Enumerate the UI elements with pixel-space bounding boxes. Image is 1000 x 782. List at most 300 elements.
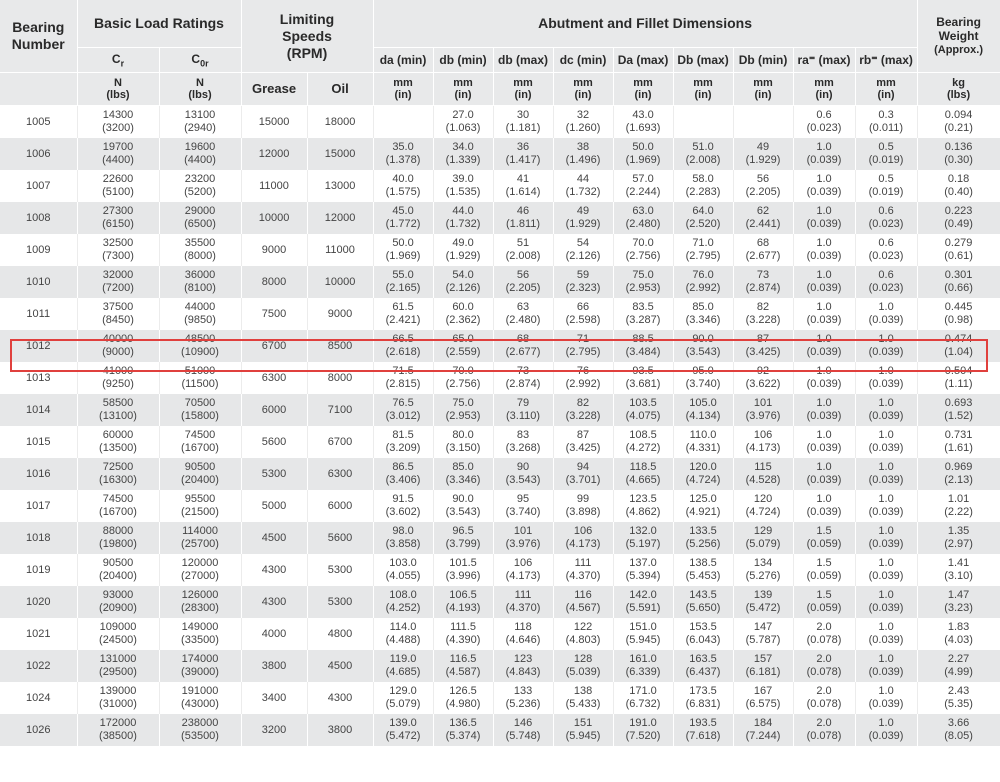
db-min-cell-value: 85.0 <box>452 461 474 473</box>
Da-max-cell-value: 50.0 <box>632 141 654 153</box>
unit-mm <box>553 73 613 106</box>
ra-max-cell <box>793 170 855 202</box>
weight-cell-value: 0.504 <box>944 365 973 377</box>
grease-speed-cell: 12000 <box>241 138 307 170</box>
Db-min-cell <box>733 266 793 298</box>
db-min-cell-value: 34.0 <box>452 141 474 153</box>
rb-max-cell-alt-value: (0.039) <box>868 570 904 582</box>
rb-max-cell <box>855 554 917 586</box>
dc-min-cell-alt-value: (2.992) <box>565 378 601 390</box>
Db-max-cell-value: 58.0 <box>692 173 714 185</box>
oil-speed-cell: 5300 <box>307 586 373 618</box>
ra-max-cell <box>793 650 855 682</box>
c0r-cell-alt-value: (20400) <box>181 474 219 486</box>
Da-max-cell <box>613 650 673 682</box>
bearing-number-cell: 1011 <box>0 298 77 330</box>
db-max-cell <box>493 202 553 234</box>
weight-cell-alt-value: (0.30) <box>944 154 973 166</box>
Db-max-cell-value: 193.5 <box>689 717 717 729</box>
Da-max-cell-value: 108.5 <box>629 429 657 441</box>
grease-speed-cell: 7500 <box>241 298 307 330</box>
weight-cell-value: 1.01 <box>947 493 970 505</box>
Db-max-cell-value: 138.5 <box>689 557 717 569</box>
db-max-cell-value: 30 <box>516 109 530 121</box>
c0r-cell <box>159 330 241 362</box>
Db-max-cell-value: 64.0 <box>692 205 714 217</box>
unit-in-label: (in) <box>754 89 772 101</box>
da-min-cell-alt-value: (2.618) <box>385 346 421 358</box>
ra-max-cell-alt-value: (0.039) <box>806 282 842 294</box>
Da-max-cell <box>613 202 673 234</box>
unit-c0r <box>159 73 241 106</box>
ra-max-cell <box>793 234 855 266</box>
Da-max-cell-alt-value: (5.591) <box>625 602 661 614</box>
db-min-cell <box>433 426 493 458</box>
cr-cell-alt-value: (7300) <box>102 250 134 262</box>
rb-max-cell <box>855 298 917 330</box>
weight-title: Bearing Weight <box>936 15 981 43</box>
table-row <box>0 714 1000 746</box>
Db-min-cell-alt-value: (5.276) <box>745 570 781 582</box>
c0r-cell <box>159 650 241 682</box>
dc-min-cell-alt-value: (1.496) <box>565 154 601 166</box>
header-db-min: db (min) <box>433 48 493 73</box>
oil-speed-cell: 3800 <box>307 714 373 746</box>
Db-max-cell-alt-value: (6.437) <box>685 666 721 678</box>
db-max-cell-alt-value: (3.110) <box>506 410 541 422</box>
Db-min-cell-alt-value: (2.677) <box>745 250 781 262</box>
da-min-cell <box>373 266 433 298</box>
cr-cell-value: 90500 <box>102 557 134 569</box>
unit-mm <box>673 73 733 106</box>
unit-in-label: (in) <box>394 89 412 101</box>
Db-min-cell-value: 184 <box>753 717 773 729</box>
cr-sub: r <box>120 58 125 69</box>
cr-cell <box>77 490 159 522</box>
c0r-sub: 0r <box>200 58 209 69</box>
db-max-cell <box>493 618 553 650</box>
Db-max-cell-alt-value: (2.992) <box>685 282 721 294</box>
cr-cell-alt-value: (13100) <box>99 410 137 422</box>
ra-max-cell-value: 1.0 <box>816 301 832 313</box>
Db-max-cell <box>673 458 733 490</box>
weight-cell-value: 2.43 <box>947 685 970 697</box>
Da-max-cell-value: 75.0 <box>632 269 654 281</box>
dc-min-cell-alt-value: (4.370) <box>565 570 601 582</box>
db-max-cell <box>493 394 553 426</box>
grease-speed-cell: 10000 <box>241 202 307 234</box>
da-min-cell-value: 50.0 <box>392 237 414 249</box>
db-max-cell-alt-value: (1.811) <box>506 218 541 230</box>
cr-cell-alt-value: (9250) <box>102 378 134 390</box>
ra-max-cell-value: 2.0 <box>816 653 832 665</box>
db-min-cell-alt-value: (4.587) <box>445 666 481 678</box>
Da-max-cell <box>613 138 673 170</box>
db-min-cell-alt-value: (3.996) <box>445 570 481 582</box>
rb-max-cell-alt-value: (0.023) <box>868 282 904 294</box>
c0r-cell-alt-value: (25700) <box>181 538 219 550</box>
Da-max-cell-alt-value: (4.272) <box>625 442 661 454</box>
ra-max-cell <box>793 138 855 170</box>
c0r-cell-value: 174000 <box>181 653 219 665</box>
weight-cell <box>917 170 1000 202</box>
db-min-cell <box>433 362 493 394</box>
header-bearing-weight <box>917 0 1000 73</box>
dc-min-cell <box>553 202 613 234</box>
oil-speed-cell: 7100 <box>307 394 373 426</box>
unit-mm-label: mm <box>693 77 713 89</box>
rb-max-cell <box>855 394 917 426</box>
weight-cell <box>917 650 1000 682</box>
rb-max-cell-value: 1.0 <box>878 621 894 633</box>
cr-cell <box>77 458 159 490</box>
Db-min-cell-value: 87 <box>756 333 770 345</box>
weight-cell <box>917 682 1000 714</box>
oil-speed-cell: 4300 <box>307 682 373 714</box>
c0r-cell-alt-value: (9850) <box>184 314 216 326</box>
c0r-cell <box>159 586 241 618</box>
unit-blank <box>0 73 77 106</box>
db-min-cell-value: 106.5 <box>449 589 477 601</box>
ra-max-cell-value: 0.6 <box>816 109 832 121</box>
Da-max-cell <box>613 714 673 746</box>
cr-cell-value: 32500 <box>102 237 134 249</box>
cr-cell-alt-value: (29500) <box>99 666 137 678</box>
db-max-cell <box>493 266 553 298</box>
c0r-cell-value: 35500 <box>184 237 216 249</box>
cr-cell-alt-value: (24500) <box>99 634 137 646</box>
Db-max-cell-value: 76.0 <box>692 269 714 281</box>
weight-cell <box>917 458 1000 490</box>
cr-cell <box>77 330 159 362</box>
c0r-cell-alt-value: (5200) <box>184 186 216 198</box>
dc-min-cell <box>553 266 613 298</box>
weight-cell-alt-value: (1.61) <box>944 442 973 454</box>
Db-min-cell <box>733 394 793 426</box>
Da-max-cell-value: 151.0 <box>629 621 657 633</box>
weight-cell <box>917 586 1000 618</box>
db-min-cell-alt-value: (2.559) <box>445 346 481 358</box>
db-max-cell <box>493 682 553 714</box>
db-max-cell-value: 118 <box>514 621 532 633</box>
weight-cell <box>917 426 1000 458</box>
Db-min-cell <box>733 298 793 330</box>
header-cr <box>77 48 159 73</box>
ra-max-cell <box>793 362 855 394</box>
Da-max-cell-value: 191.0 <box>629 717 657 729</box>
Db-min-cell <box>733 202 793 234</box>
header-grease: Grease <box>241 73 307 106</box>
Da-max-cell-value: 88.5 <box>632 333 654 345</box>
db-max-cell <box>493 234 553 266</box>
header-da-min: da (min) <box>373 48 433 73</box>
dc-min-cell <box>553 330 613 362</box>
da-min-cell-value: 81.5 <box>392 429 414 441</box>
dc-min-cell-alt-value: (3.701) <box>565 474 601 486</box>
cr-cell <box>77 234 159 266</box>
da-min-cell-value: 119.0 <box>389 653 417 665</box>
Da-max-cell-value: 57.0 <box>632 173 654 185</box>
db-max-cell-alt-value: (4.173) <box>505 570 541 582</box>
rb-max-cell-alt-value: (0.039) <box>868 474 904 486</box>
db-max-cell-value: 41 <box>516 173 530 185</box>
da-min-cell <box>373 362 433 394</box>
Da-max-cell <box>613 394 673 426</box>
db-min-cell-alt-value: (3.346) <box>445 474 481 486</box>
db-max-cell-alt-value: (1.181) <box>505 122 541 134</box>
db-min-cell-alt-value: (3.150) <box>445 442 481 454</box>
rb-max-cell-alt-value: (0.039) <box>868 378 904 390</box>
cr-cell-value: 19700 <box>102 141 134 153</box>
weight-cell-value: 3.66 <box>947 717 970 729</box>
bearing-number-cell: 1022 <box>0 650 77 682</box>
cr-cell-alt-value: (38500) <box>99 730 137 742</box>
Da-max-cell <box>613 618 673 650</box>
rb-max-cell-alt-value: (0.039) <box>868 346 904 358</box>
Da-max-cell-alt-value: (7.520) <box>625 730 661 742</box>
db-max-cell <box>493 586 553 618</box>
dc-min-cell-value: 38 <box>576 141 590 153</box>
unit-mm <box>433 73 493 106</box>
db-min-cell-alt-value: (1.929) <box>445 250 481 262</box>
da-min-cell <box>373 554 433 586</box>
header-basic-load-ratings: Basic Load Ratings <box>77 0 241 48</box>
oil-speed-cell: 6700 <box>307 426 373 458</box>
weight-cell-value: 0.731 <box>944 429 973 441</box>
c0r-cell-value: 36000 <box>184 269 216 281</box>
grease-speed-cell: 4500 <box>241 522 307 554</box>
table-row <box>0 618 1000 650</box>
rb-max-cell-alt-value: (0.019) <box>868 154 904 166</box>
dc-min-cell <box>553 554 613 586</box>
c0r-cell <box>159 234 241 266</box>
oil-speed-cell: 10000 <box>307 266 373 298</box>
weight-cell-alt-value: (3.23) <box>944 602 973 614</box>
rb-max-cell <box>855 682 917 714</box>
weight-cell-alt-value: (8.05) <box>944 730 973 742</box>
weight-cell <box>917 362 1000 394</box>
ra-max-cell <box>793 266 855 298</box>
c0r-cell <box>159 170 241 202</box>
dc-min-cell-value: 87 <box>576 429 590 441</box>
cr-cell-alt-value: (5100) <box>102 186 134 198</box>
dc-min-cell-value: 32 <box>576 109 590 121</box>
Db-max-cell <box>673 202 733 234</box>
ra-max-cell-alt-value: (0.039) <box>806 186 842 198</box>
da-min-cell-value: 76.5 <box>392 397 414 409</box>
unit-lbs: (lbs) <box>188 89 212 101</box>
Db-min-cell-alt-value: (2.441) <box>745 218 781 230</box>
db-max-cell <box>493 522 553 554</box>
oil-speed-cell: 13000 <box>307 170 373 202</box>
weight-cell-alt-value: (3.10) <box>944 570 973 582</box>
db-max-cell-alt-value: (5.236) <box>505 698 541 710</box>
c0r-cell <box>159 490 241 522</box>
db-min-cell-alt-value: (4.980) <box>445 698 481 710</box>
weight-cell-alt-value: (5.35) <box>944 698 973 710</box>
dc-min-cell-value: 59 <box>576 269 590 281</box>
Db-min-cell-value: 167 <box>753 685 773 697</box>
Da-max-cell-alt-value: (3.681) <box>625 378 661 390</box>
db-min-cell-value: 65.0 <box>452 333 474 345</box>
table-body <box>0 106 1000 747</box>
grease-speed-cell: 6000 <box>241 394 307 426</box>
weight-cell-alt-value: (0.40) <box>944 186 973 198</box>
db-max-cell-alt-value: (4.843) <box>505 666 541 678</box>
c0r-cell-alt-value: (43000) <box>181 698 219 710</box>
oil-speed-cell: 18000 <box>307 106 373 139</box>
db-min-cell-value: 49.0 <box>452 237 474 249</box>
db-min-cell <box>433 138 493 170</box>
Db-min-cell-alt-value: (5.079) <box>745 538 781 550</box>
Db-min-cell-value: 73 <box>756 269 770 281</box>
dc-min-cell <box>553 394 613 426</box>
da-min-cell <box>373 234 433 266</box>
dc-min-cell <box>553 298 613 330</box>
grease-speed-cell: 3400 <box>241 682 307 714</box>
db-min-cell <box>433 458 493 490</box>
dc-min-cell-value: 94 <box>576 461 590 473</box>
db-min-cell-alt-value: (4.193) <box>445 602 481 614</box>
weight-cell-value: 2.27 <box>947 653 970 665</box>
c0r-label: C <box>191 51 201 66</box>
Db-max-cell <box>673 586 733 618</box>
ra-max-cell-value: 1.0 <box>816 397 832 409</box>
dc-min-cell-alt-value: (2.126) <box>565 250 601 262</box>
table-row <box>0 650 1000 682</box>
bearing-number-cell: 1026 <box>0 714 77 746</box>
weight-cell-value: 1.41 <box>947 557 970 569</box>
dc-min-cell <box>553 586 613 618</box>
Db-max-cell-alt-value: (2.795) <box>685 250 721 262</box>
db-max-cell-alt-value: (2.205) <box>505 282 541 294</box>
rb-max-cell-value: 0.6 <box>878 269 894 281</box>
grease-speed-cell: 4300 <box>241 586 307 618</box>
Db-max-cell-value: 90.0 <box>692 333 714 345</box>
Da-max-cell-value: 171.0 <box>629 685 657 697</box>
da-min-cell-alt-value: (3.602) <box>385 506 421 518</box>
ra-max-cell-alt-value: (0.039) <box>806 506 842 518</box>
da-min-cell-value: 91.5 <box>392 493 414 505</box>
rb-max-cell-value: 1.0 <box>878 301 894 313</box>
weight-cell-value: 0.136 <box>944 141 973 153</box>
grease-speed-cell: 3800 <box>241 650 307 682</box>
db-min-cell <box>433 170 493 202</box>
c0r-cell <box>159 138 241 170</box>
c0r-cell <box>159 618 241 650</box>
Db-max-cell-alt-value: (2.283) <box>685 186 721 198</box>
cr-cell-alt-value: (20900) <box>99 602 137 614</box>
dc-min-cell <box>553 490 613 522</box>
cr-cell-alt-value: (9000) <box>102 346 134 358</box>
c0r-cell-alt-value: (53500) <box>181 730 219 742</box>
Db-max-cell <box>673 106 733 139</box>
cr-cell-value: 27300 <box>102 205 134 217</box>
db-max-cell-value: 36 <box>516 141 530 153</box>
rb-max-cell-alt-value: (0.039) <box>868 698 904 710</box>
rb-max-cell-value: 0.5 <box>878 173 894 185</box>
db-max-cell <box>493 650 553 682</box>
Db-max-cell <box>673 266 733 298</box>
da-min-cell-alt-value: (1.575) <box>385 186 421 198</box>
Db-min-cell-value: 62 <box>756 205 770 217</box>
c0r-cell <box>159 522 241 554</box>
Da-max-cell <box>613 330 673 362</box>
da-min-cell-value: 86.5 <box>392 461 414 473</box>
rb-max-cell-alt-value: (0.039) <box>868 730 904 742</box>
dc-min-cell-alt-value: (2.598) <box>565 314 601 326</box>
unit-mm <box>793 73 855 106</box>
unit-mm-label: mm <box>453 77 473 89</box>
dc-min-cell-alt-value: (2.323) <box>565 282 601 294</box>
grease-speed-cell: 15000 <box>241 106 307 139</box>
Db-min-cell-value: 49 <box>756 141 770 153</box>
Da-max-cell-value: 118.5 <box>629 461 657 473</box>
Da-max-cell-value: 142.0 <box>629 589 657 601</box>
cr-cell <box>77 298 159 330</box>
Db-max-cell-alt-value: (7.618) <box>685 730 721 742</box>
Db-max-cell <box>673 138 733 170</box>
db-min-cell-value: 90.0 <box>452 493 474 505</box>
db-max-cell <box>493 298 553 330</box>
unit-in-label: (in) <box>815 89 833 101</box>
da-min-cell <box>373 298 433 330</box>
Da-max-cell-value: 103.5 <box>629 397 657 409</box>
db-max-cell-value: 83 <box>516 429 530 441</box>
dc-min-cell <box>553 714 613 746</box>
Da-max-cell-alt-value: (5.394) <box>625 570 661 582</box>
ra-max-cell-value: 1.0 <box>816 461 832 473</box>
dc-min-cell <box>553 426 613 458</box>
grease-speed-cell: 3200 <box>241 714 307 746</box>
db-min-cell <box>433 202 493 234</box>
dc-min-cell <box>553 362 613 394</box>
db-min-cell-value: 27.0 <box>452 109 474 121</box>
Da-max-cell <box>613 426 673 458</box>
Db-max-cell-value: 173.5 <box>689 685 717 697</box>
da-min-cell-alt-value: (2.421) <box>385 314 421 326</box>
ra-max-cell-value: 2.0 <box>816 717 832 729</box>
unit-mm <box>493 73 553 106</box>
weight-cell <box>917 618 1000 650</box>
ra-max-cell-alt-value: (0.078) <box>806 666 842 678</box>
ra-max-cell-alt-value: (0.039) <box>806 442 842 454</box>
da-min-cell <box>373 138 433 170</box>
db-max-cell <box>493 458 553 490</box>
Db-max-cell-value: 105.0 <box>689 397 717 409</box>
Db-min-cell <box>733 650 793 682</box>
db-min-cell-value: 101.5 <box>449 557 477 569</box>
rb-max-cell-value: 1.0 <box>878 461 894 473</box>
db-min-cell <box>433 234 493 266</box>
Db-max-cell <box>673 394 733 426</box>
weight-cell <box>917 106 1000 139</box>
Da-max-cell-value: 70.0 <box>632 237 654 249</box>
rb-max-cell-value: 1.0 <box>878 493 894 505</box>
table-row <box>0 554 1000 586</box>
cr-cell-value: 74500 <box>102 493 134 505</box>
unit-in-label: (in) <box>877 89 895 101</box>
db-min-cell-alt-value: (2.126) <box>445 282 481 294</box>
db-min-cell <box>433 330 493 362</box>
Da-max-cell <box>613 458 673 490</box>
rb-max-cell-value: 0.3 <box>878 109 894 121</box>
weight-cell-value: 0.18 <box>947 173 970 185</box>
header-c0r <box>159 48 241 73</box>
ra-max-cell-value: 1.0 <box>816 237 832 249</box>
Da-max-cell-alt-value: (2.480) <box>625 218 661 230</box>
dc-min-cell-value: 138 <box>573 685 593 697</box>
